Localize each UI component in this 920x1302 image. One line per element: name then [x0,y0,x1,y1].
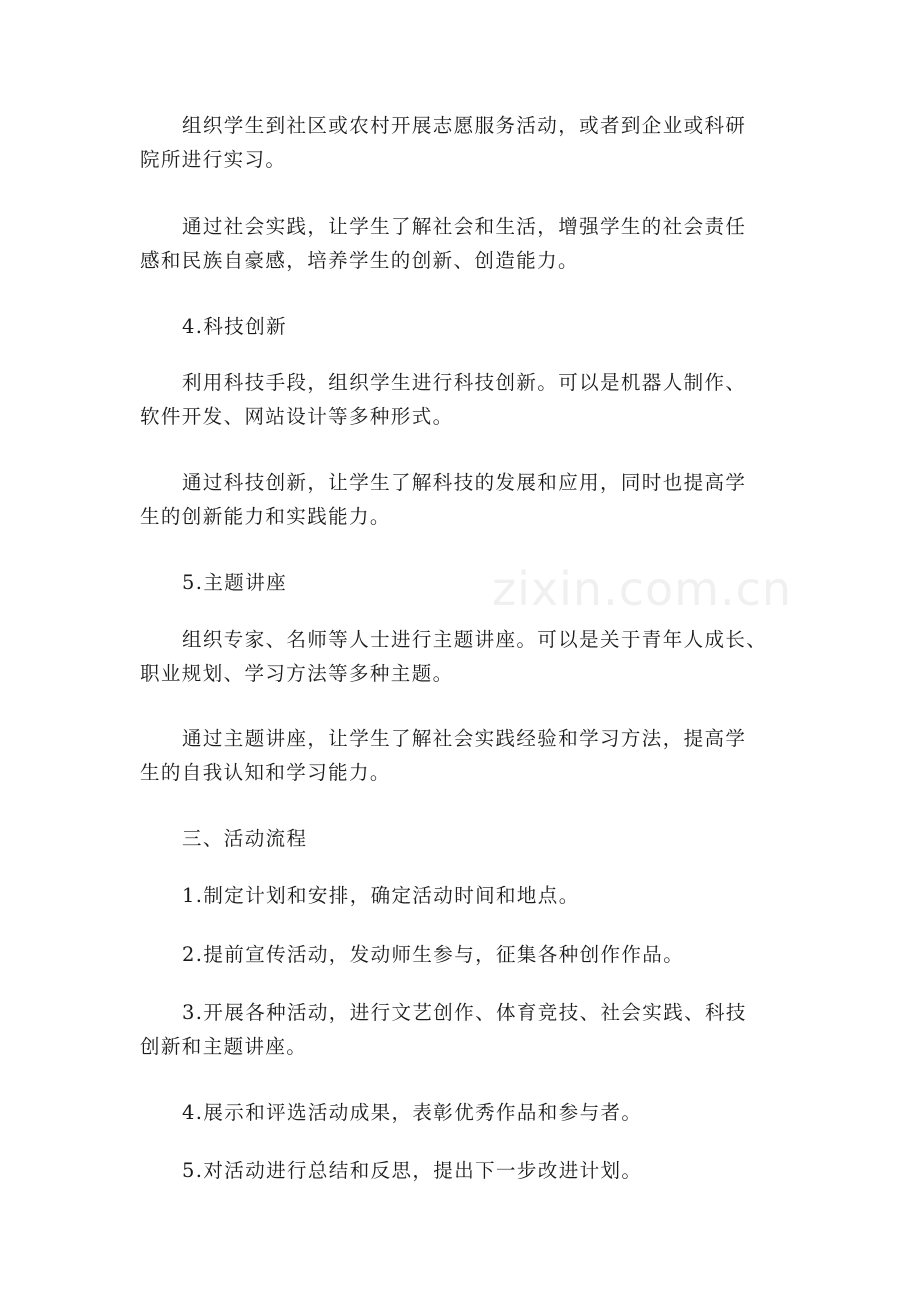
list-item-step-5 [140,1154,800,1188]
paragraph-line: 利用科技手段，组织学生进行科技创新。可以是机器人制作、 [182,371,747,394]
paragraph-social-practice-benefit [140,210,800,278]
paragraph-theme-lecture-topics [140,623,800,691]
heading-line: 5.主题讲座 [182,571,288,594]
paragraph-line: 生的创新能力和实践能力。 [140,505,391,528]
list-item-line: 1.制定计划和安排，确定活动时间和地点。 [182,884,580,907]
paragraph-line: 感和民族自豪感，培养学生的创新、创造能力。 [140,249,579,272]
paragraph-line: 组织专家、名师等人士进行主题讲座。可以是关于青年人成长、 [182,628,768,651]
paragraph-line: 院所进行实习。 [140,148,287,171]
paragraph-tech-innovation-forms [140,366,800,434]
paragraph-volunteer-service [140,109,800,177]
section-heading-activity-process [140,822,800,856]
paragraph-line: 软件开发、网站设计等多种形式。 [140,405,454,428]
list-item-line: 3.开展各种活动，进行文艺创作、体育竞技、社会实践、科技 [182,1001,747,1024]
list-item-step-3 [140,996,800,1064]
paragraph-line: 职业规划、学习方法等多种主题。 [140,662,454,685]
heading-line: 三、活动流程 [182,827,308,850]
paragraph-line: 通过科技创新，让学生了解科技的发展和应用，同时也提高学 [182,471,747,494]
paragraph-line: 通过主题讲座，让学生了解社会实践经验和学习方法，提高学 [182,727,747,750]
paragraph-tech-innovation-benefit [140,466,800,534]
section-heading-tech-innovation [140,310,800,344]
list-item-line: 2.提前宣传活动，发动师生参与，征集各种创作作品。 [182,943,685,966]
paragraph-theme-lecture-benefit [140,722,800,790]
list-item-line: 4.展示和评选活动成果，表彰优秀作品和参与者。 [182,1101,643,1124]
list-item-line: 5.对活动进行总结和反思，提出下一步改进计划。 [182,1159,643,1182]
list-item-line: 创新和主题讲座。 [140,1035,308,1058]
watermark: zixin.com.cn [492,562,793,616]
paragraph-line: 组织学生到社区或农村开展志愿服务活动，或者到企业或科研 [182,114,747,137]
list-item-step-4 [140,1096,800,1130]
paragraph-line: 通过社会实践，让学生了解社会和生活，增强学生的社会责任 [182,215,747,238]
list-item-step-2 [140,938,800,972]
heading-line: 4.科技创新 [182,315,288,338]
paragraph-line: 生的自我认知和学习能力。 [140,761,391,784]
section-heading-theme-lecture [140,566,800,600]
list-item-step-1 [140,879,800,913]
